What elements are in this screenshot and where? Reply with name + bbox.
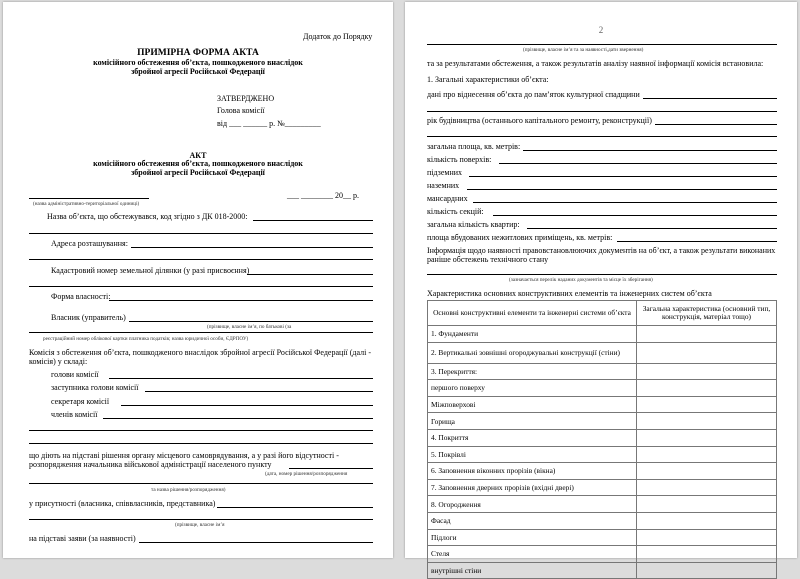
table-row [428, 512, 777, 529]
row-characteristic-cell [637, 463, 777, 480]
table-row [428, 479, 777, 496]
presence-label: у присутності (власника, співвласників, представника) [29, 499, 216, 508]
address-line [131, 247, 373, 248]
note-unit: (назва адміністративно-територіальної одиниці) [33, 201, 140, 207]
section-1-title: 1. Загальні характеристики об’єкта: [427, 75, 549, 84]
ownership-line [109, 300, 373, 301]
field-heritage: дані про віднесення об’єкта до пам’яток культурної спадщини [427, 90, 640, 99]
table-row [428, 446, 777, 463]
table-row [428, 413, 777, 430]
field-area-line [523, 150, 777, 151]
row-element-name: 6. Заповнення віконних прорізів (вікна) [428, 463, 637, 480]
owner-line [129, 321, 373, 322]
table-row [428, 496, 777, 513]
table-row [428, 380, 777, 397]
field-underground-line [469, 176, 777, 177]
address-label: Адреса розташування: [51, 239, 128, 248]
table-row [428, 429, 777, 446]
table-row [428, 363, 777, 380]
blank-line [427, 111, 777, 112]
field-attic-line [473, 202, 777, 203]
row-element-name: 1. Фундаменти [428, 326, 637, 343]
field-nonresidential: площа вбудованих нежитлових приміщень, кв. метрів: [427, 233, 613, 242]
owner-label: Власник (управитель) [51, 313, 126, 322]
row-element-name: Підлоги [428, 529, 637, 546]
note-decision: (дата, номер рішення/розпорядження [265, 471, 348, 477]
row-characteristic-cell [637, 546, 777, 563]
row-element-name: Горища [428, 413, 637, 430]
approval-date-line: від ___ ______ р. №_________ [217, 119, 321, 128]
document-page-1 [3, 2, 393, 558]
table-row [428, 326, 777, 343]
row-characteristic-cell [637, 342, 777, 363]
member-members-line [103, 418, 373, 419]
field-nonresidential-line [617, 241, 777, 242]
intro-text: та за результатами обстеження, а також результатів аналізу наявної інформації комісія встановила: [427, 59, 764, 68]
form-subtitle-1: комісійного обстеження об’єкта, пошкодженого внаслідок [93, 58, 303, 67]
basis-line [139, 542, 373, 543]
row-characteristic-cell [637, 429, 777, 446]
form-subtitle-2: збройної агресії Російської Федерації [131, 67, 265, 76]
acting-line [289, 468, 373, 469]
member-secretary-line [121, 405, 373, 406]
blank-line [29, 233, 373, 234]
table-row [428, 562, 777, 579]
field-floors-line [499, 163, 777, 164]
row-element-name: Стеля [428, 546, 637, 563]
row-element-name: 5. Покрівлі [428, 446, 637, 463]
field-heritage-line [643, 98, 777, 99]
docs-line [427, 274, 777, 275]
member-deputy-line [145, 391, 373, 392]
table-row [428, 546, 777, 563]
addendum-label: Додаток до Порядку [303, 32, 373, 41]
top-line [427, 44, 777, 45]
ownership-label: Форма власності: [51, 292, 111, 301]
field-apartments: загальна кількість квартир: [427, 220, 520, 229]
row-characteristic-cell [637, 496, 777, 513]
row-characteristic-cell [637, 446, 777, 463]
member-head: голови комісії [51, 370, 99, 379]
field-sections-line [493, 215, 777, 216]
field-aboveground-line [467, 189, 777, 190]
characteristics-table [427, 300, 777, 579]
field-underground: підземних [427, 168, 463, 177]
row-characteristic-cell [637, 326, 777, 343]
table-header-row [428, 301, 777, 326]
act-subtitle-1: комісійного обстеження об’єкта, пошкодженого внаслідок [93, 159, 303, 168]
place-line [29, 198, 149, 199]
table-row [428, 463, 777, 480]
row-characteristic-cell [637, 380, 777, 397]
note-decision-2: та назва рішення/розпорядження) [151, 487, 226, 493]
info-text-2: раніше обстежень технічного стану [427, 255, 549, 264]
blank-line [29, 430, 373, 431]
column-header-characteristics: Загальна характеристика (основний тип, конструкція, матеріал тощо) [637, 301, 777, 326]
column-header-elements: Основні конструктивні елементи та інженерні системи об’єкта [428, 301, 637, 326]
member-head-line [109, 378, 373, 379]
field-year: рік будівництва (останнього капітального ремонту, реконструкції) [427, 116, 652, 125]
field-aboveground: наземних [427, 181, 460, 190]
act-subtitle-2: збройної агресії Російської Федерації [131, 168, 265, 177]
cadastral-label: Кадастровий номер земельної ділянки (у разі присвоєння) [51, 266, 250, 275]
table-row [428, 529, 777, 546]
blank-line [29, 483, 373, 484]
field-apartments-line [527, 228, 777, 229]
field-area: загальна площа, кв. метрів: [427, 142, 521, 151]
blank-line [29, 259, 373, 260]
row-element-name: внутрішні стіни [428, 562, 637, 579]
blank-line [29, 519, 373, 520]
act-date: ___ ________ 20__ р. [287, 191, 359, 200]
note-presence: (прізвище, власне ім’я [175, 522, 225, 528]
note-registry: реєстраційний номер облікової картки платника податків; назва юридичної особи, ЄДРПОУ) [43, 336, 249, 342]
row-characteristic-cell [637, 413, 777, 430]
table-row [428, 396, 777, 413]
blank-line [427, 136, 777, 137]
note-top: (прізвище, власне ім’я та за наявності,дати звернення) [523, 47, 644, 53]
blank-line [29, 332, 373, 333]
cadastral-line [247, 274, 373, 275]
page-number: 2 [598, 25, 604, 35]
table-title: Характеристика основних конструктивних елементів та інженерних систем об’єкта [427, 289, 712, 298]
row-element-name: 4. Покриття [428, 429, 637, 446]
form-title: ПРИМІРНА ФОРМА АКТА [137, 48, 259, 58]
note-docs: (зазначається перелік наданих документів та місце їх зберігання) [509, 277, 653, 283]
row-characteristic-cell [637, 512, 777, 529]
acting-text-1: що діють на підставі рішення органу місцевого самоврядування, а у разі його відсутності - [29, 451, 339, 460]
commission-text: Комісія з обстеження об’єкта, пошкодженого внаслідок збройної агресії Російської Федерації (далі - комісія) у складі: [29, 348, 371, 366]
field-sections: кількість секцій: [427, 207, 484, 216]
member-secretary: секретаря комісії [51, 397, 110, 406]
member-members: членів комісії [51, 410, 98, 419]
presence-line [217, 507, 373, 508]
field-attic: мансардних [427, 194, 468, 203]
table-row [428, 342, 777, 363]
blank-line [29, 443, 373, 444]
row-characteristic-cell [637, 562, 777, 579]
row-characteristic-cell [637, 396, 777, 413]
document-page-2 [405, 2, 797, 576]
row-element-name: 8. Огородження [428, 496, 637, 513]
object-name-line [253, 220, 373, 221]
row-characteristic-cell [637, 529, 777, 546]
row-characteristic-cell [637, 479, 777, 496]
row-element-name: Фасад [428, 512, 637, 529]
act-title: АКТ [189, 151, 207, 160]
blank-line [29, 286, 373, 287]
row-element-name: 2. Вертикальні зовнішні огороджувальні конструкції (стіни) [428, 342, 637, 363]
member-deputy: заступника голови комісії [51, 383, 139, 392]
object-name-label: Назва об’єкта, що обстежувався, код згідно з ДК 018-2000: [47, 212, 248, 221]
field-year-line [655, 124, 777, 125]
row-element-name: 3. Перекриття: [428, 363, 637, 380]
row-element-name: першого поверху [428, 380, 637, 397]
note-owner: (прізвище, власне ім’я, по батькові (за [207, 324, 292, 330]
row-element-name: 7. Заповнення дверних прорізів (вхідні двері) [428, 479, 637, 496]
basis-label: на підставі заяви (за наявності) [29, 534, 136, 543]
approved-label: ЗАТВЕРДЖЕНО [217, 94, 275, 103]
row-element-name: Міжповерхові [428, 396, 637, 413]
info-text-1: Інформація щодо наявності правовстановлюючих документів на об’єкт, а також результати виконаних [427, 246, 776, 255]
row-characteristic-cell [637, 363, 777, 380]
acting-text-2: розпорядження начальника військової адміністрації населеного пункту [29, 460, 272, 469]
field-floors: кількість поверхів: [427, 155, 492, 164]
commission-head-label: Голова комісії [217, 106, 265, 115]
